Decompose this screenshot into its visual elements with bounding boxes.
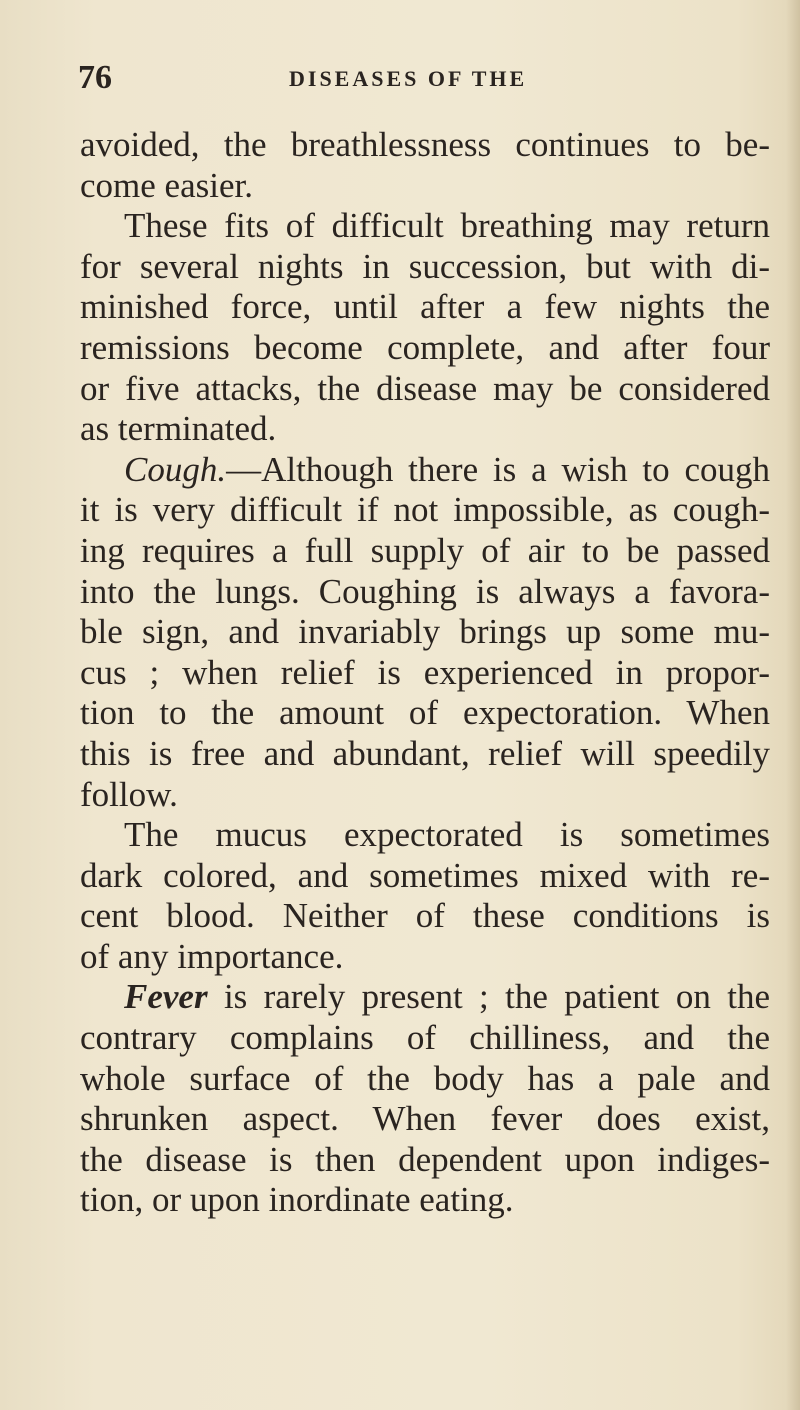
section-lead-cough: Cough. bbox=[124, 449, 227, 489]
text-line: dark colored, and sometimes mixed with re- bbox=[80, 855, 770, 895]
text-line: of any importance. bbox=[80, 936, 344, 976]
running-head-title: DISEASES OF THE bbox=[289, 66, 528, 91]
text-line: ble sign, and invariably brings up some mu- bbox=[80, 612, 770, 652]
text-line: whole surface of the body has a pale and bbox=[80, 1058, 770, 1098]
text-line: into the lungs. Coughing is always a favora- bbox=[80, 571, 770, 611]
text-line-rest: is rarely present ; the patient on the bbox=[207, 977, 770, 1017]
body-text bbox=[80, 125, 770, 1221]
text-line: follow. bbox=[80, 774, 178, 814]
page-number: 76 bbox=[78, 59, 112, 96]
text-line: These fits of difficult breathing may return bbox=[124, 206, 770, 246]
text-line: cus ; when relief is experienced in propor- bbox=[80, 652, 770, 692]
text-line: shrunken aspect. When fever does exist, bbox=[80, 1099, 770, 1139]
text-line: tion, or upon inordinate eating. bbox=[80, 1180, 514, 1220]
text-line-fever bbox=[80, 977, 770, 1018]
section-lead-fever: Fever bbox=[124, 977, 208, 1017]
text-line: come easier. bbox=[80, 165, 253, 205]
page-edge-shadow bbox=[786, 0, 800, 1410]
text-line: for several nights in succession, but with di- bbox=[80, 246, 770, 286]
text-line: ing requires a full supply of air to be passed bbox=[80, 530, 770, 570]
text-line: tion to the amount of expectoration. When bbox=[80, 693, 770, 733]
text-line: contrary complains of chilliness, and the bbox=[80, 1018, 770, 1058]
text-line: cent blood. Neither of these conditions is bbox=[80, 896, 770, 936]
text-line-rest: —Although there is a wish to cough bbox=[226, 449, 770, 489]
text-line: the disease is then dependent upon indiges- bbox=[80, 1139, 770, 1179]
text-line-cough bbox=[80, 450, 770, 491]
text-line: or five attacks, the disease may be considered bbox=[80, 368, 770, 408]
text-line: this is free and abundant, relief will speedily bbox=[80, 733, 770, 773]
text-line: as terminated. bbox=[80, 409, 277, 449]
text-line: minished force, until after a few nights the bbox=[80, 287, 770, 327]
text-line: it is very difficult if not impossible, as cough- bbox=[80, 490, 770, 530]
text-line: The mucus expectorated is sometimes bbox=[124, 815, 770, 855]
running-head bbox=[78, 58, 768, 98]
text-line: avoided, the breathlessness continues to be- bbox=[80, 125, 770, 164]
text-line: remissions become complete, and after four bbox=[80, 327, 770, 367]
